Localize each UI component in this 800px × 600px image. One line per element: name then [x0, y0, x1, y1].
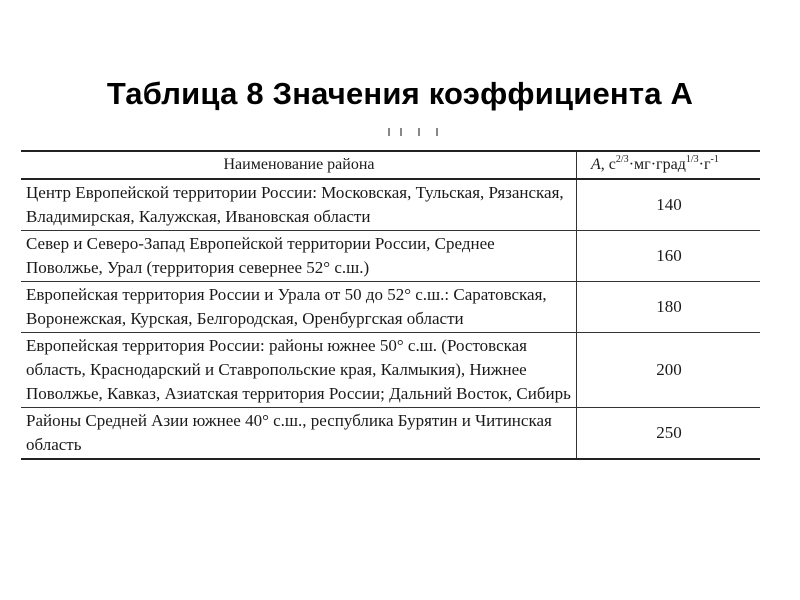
- header-a-exp3: -1: [710, 154, 719, 165]
- coefficient-table: [21, 150, 760, 460]
- coefficient-cell: 250: [577, 408, 760, 460]
- header-a-symbol: A: [591, 156, 601, 173]
- scan-artifact: [378, 128, 448, 138]
- region-cell: Центр Европейской территории России: Московская, Тульская, Рязанская, Владимирская, Калужская, Ивановская области: [21, 179, 577, 231]
- coefficient-cell: 200: [577, 333, 760, 408]
- table-row: [21, 231, 760, 282]
- header-a-exp2: 1/3: [685, 154, 699, 165]
- coefficient-cell: 160: [577, 231, 760, 282]
- table-header-row: [21, 151, 760, 179]
- table-row: [21, 333, 760, 408]
- table-row: [21, 179, 760, 231]
- slide-title: Таблица 8 Значения коэффициента А: [106, 75, 694, 111]
- header-a-unit-prefix: , с: [600, 156, 616, 173]
- coefficient-cell: 180: [577, 282, 760, 333]
- header-coefficient-a: [577, 151, 760, 179]
- header-region: Наименование района: [21, 151, 577, 179]
- region-cell: Север и Северо-Запад Европейской территории России, Среднее Поволжье, Урал (территория севернее 52° с.ш.): [21, 231, 577, 282]
- header-a-exp1: 2/3: [615, 154, 629, 165]
- header-a-suffix: ·г: [698, 156, 711, 173]
- coefficient-cell: 140: [577, 179, 760, 231]
- region-cell: Районы Средней Азии южнее 40° с.ш., республика Бурятин и Читинская область: [21, 408, 577, 460]
- table-row: [21, 408, 760, 460]
- region-cell: Европейская территория России и Урала от 50 до 52° с.ш.: Саратовская, Воронежская, Курская, Белгородская, Оренбургская области: [21, 282, 577, 333]
- header-a-mid: ·мг·град: [628, 156, 686, 173]
- table-row: [21, 282, 760, 333]
- region-cell: Европейская территория России: районы южнее 50° с.ш. (Ростовская область, Краснодарский и Ставропольские края, Калмыкия), Нижнее Поволжье, Кавказ, Азиатская территория России; Дальний Восток, Сибирь: [21, 333, 577, 408]
